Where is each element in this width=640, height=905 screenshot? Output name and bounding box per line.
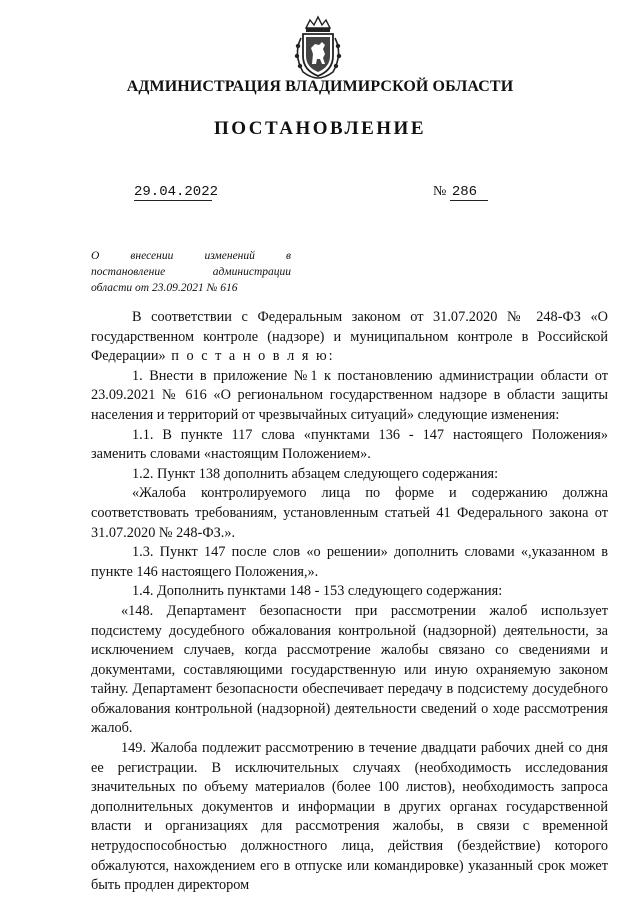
document-subject (91, 248, 291, 296)
paragraph-149: 149. Жалоба подлежит рассмотрению в течение двадцати рабочих дней со дня ее регистрации. В исключительных случаях (необходимость исследования значительных по объему материалов (более 100 листов), необходимость запроса дополнительных документов и информации в других органах государственной власти и организациях для рассмотрения жалобы, в связи с временной нетрудоспособностью должностного лица, действия (бездействие) которого обжалуются, нахождением его в отпуске или командировке) указанный срок может быть продлен директором (91, 740, 608, 894)
intro-text: В соответствии с Федеральным законом от 31.07.2020 № 248-ФЗ «О государственном контроле (надзоре) и муниципальном контроле в Российской Федерации» (91, 309, 608, 365)
paragraph-1-2: 1.2. Пункт 138 дополнить абзацем следующего содержания: (132, 465, 499, 482)
paragraph-intro (91, 308, 608, 367)
document-number: 286 (450, 184, 488, 201)
paragraph-148: «148. Департамент безопасности при рассмотрении жалоб использует подсистему досудебного обжалования контрольной (надзорной) деятельности, за исключением случаев, когда рассмотрение жалобы связано со сведениями и документами, составляющими государственную или иную охраняемую законом тайну. Департамент безопасности обеспечивает передачу в подсистему досудебного обжалования контрольной (надзорной) деятельности сведений о ходе рассмотрения жалоб. (91, 602, 608, 737)
coat-of-arms-icon (289, 14, 347, 80)
document-type-title: ПОСТАНОВЛЕНИЕ (213, 118, 427, 139)
subject-line-2: постановление администрации (91, 266, 291, 278)
paragraph-1-2-quote: «Жалоба контролируемого лица по форме и содержанию должна соответствовать требованиям, установленным статьей 41 Федерального закона от 31.07.2020 № 248-ФЗ.». (91, 485, 608, 541)
subject-line-1: О внесении изменений в (91, 250, 291, 262)
paragraph-1-1: 1.1. В пункте 117 слова «пунктами 136 - 147 настоящего Положения» заменить словами «настоящим Положением». (91, 426, 608, 463)
organization-title: АДМИНИСТРАЦИЯ ВЛАДИМИРСКОЙ ОБЛАСТИ (126, 78, 514, 95)
paragraph-1-3: 1.3. Пункт 147 после слов «о решении» дополнить словами «,указанном в пункте 146 настоящего Положения,». (91, 544, 608, 580)
document-body (91, 308, 608, 896)
document-date: 29.04.2022 (134, 184, 219, 200)
paragraph-1: 1. Внести в приложение №1 к постановлению администрации области от 23.09.2021 № 616 «О региональном государственном надзоре в области защиты населения и территорий от чрезвычайных ситуаций» следующие изменения: (91, 367, 608, 423)
subject-line-3: области от 23.09.2021 № 616 (91, 282, 238, 294)
document-number-block (433, 184, 488, 201)
decree-word: п о с т а н о в л я ю: (165, 348, 335, 365)
paragraph-1-4: 1.4. Дополнить пунктами 148 - 153 следующего содержания: (132, 583, 503, 600)
number-sign: № (433, 184, 447, 199)
